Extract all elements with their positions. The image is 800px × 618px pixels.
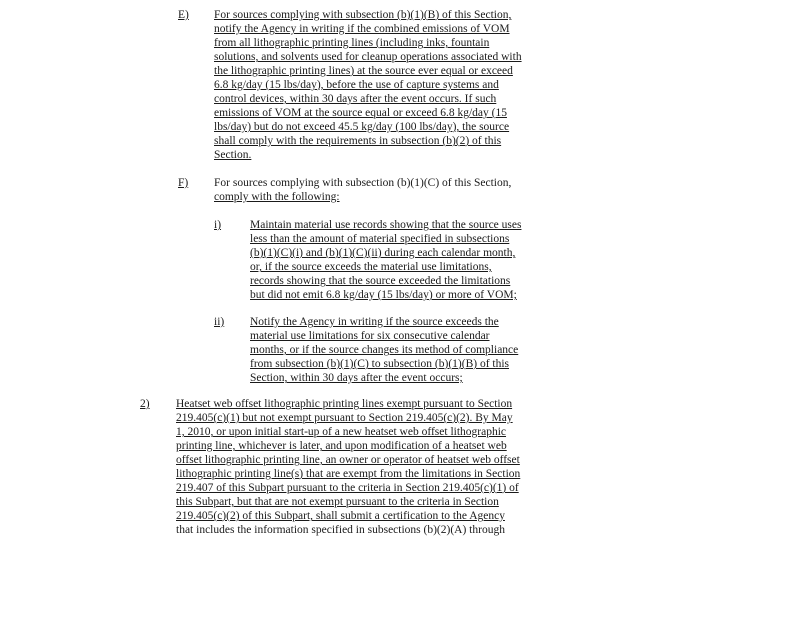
paragraph-e-line: control devices, within 30 days after the event occurs. If such (214, 93, 497, 105)
paragraph-e-line: notify the Agency in writing if the combined emissions of VOM (214, 23, 510, 35)
item-i-line: less than the amount of material specified in subsections (250, 233, 510, 245)
paragraph-2-line: offset lithographic printing line, an owner or operator of heatset web offset (176, 454, 520, 466)
item-ii-line: material use limitations for six consecutive calendar (250, 330, 490, 342)
paragraph-e-line: shall comply with the requirements in subsection (b)(2) of this (214, 135, 502, 147)
item-i-line: records showing that the source exceeded the limitations (250, 275, 511, 287)
paragraph-2-line: this Subpart, but that are not exempt pursuant to the criteria in Section (176, 496, 499, 508)
paragraph-f-label: F) (178, 177, 189, 189)
item-i-label: i) (214, 219, 222, 231)
paragraph-e-line: emissions of VOM at the source equal or exceed 6.8 kg/day (15 (214, 107, 507, 119)
item-ii-line: Section, within 30 days after the event occurs; (250, 372, 463, 384)
item-ii-line: from subsection (b)(1)(C) to subsection (b)(1)(B) of this (250, 358, 510, 370)
paragraph-2-label: 2) (140, 398, 150, 410)
item-i-line: or, if the source exceeds the material use limitations, (250, 261, 492, 273)
item-i-line: (b)(1)(C)(i) and (b)(1)(C)(ii) during each calendar month, (250, 247, 516, 259)
paragraph-2-line: 219.405(c)(1) but not exempt pursuant to Section 219.405(c)(2). By May (176, 412, 513, 424)
paragraph-e-line: lbs/day) but do not exceed 45.5 kg/day (100 lbs/day), the source (214, 121, 510, 133)
paragraph-e-line: solutions, and solvents used for cleanup operations associated with (214, 51, 522, 63)
paragraph-e-line: Section. (214, 149, 252, 161)
paragraph-e-line: from all lithographic printing lines (including inks, fountain (214, 37, 490, 49)
paragraph-e-line: For sources complying with subsection (b)(1)(B) of this Section, (214, 9, 512, 21)
item-ii-label: ii) (214, 316, 225, 328)
paragraph-2-line: Heatset web offset lithographic printing lines exempt pursuant to Section (176, 398, 513, 410)
item-i-line: but did not emit 6.8 kg/day (15 lbs/day) or more of VOM; (250, 289, 517, 301)
paragraph-e-line: the lithographic printing lines) at the source ever equal or exceed (214, 65, 513, 77)
paragraph-f-line: comply with the following: (214, 191, 340, 203)
item-i-line: Maintain material use records showing that the source uses (250, 219, 522, 231)
paragraph-2-line: lithographic printing line(s) that are exempt from the limitations in Section (176, 468, 521, 480)
paragraph-2-line: 1, 2010, or upon initial start-up of a new heatset web offset lithographic (176, 426, 507, 438)
item-ii-line: months, or if the source changes its method of compliance (250, 344, 519, 356)
paragraph-2-line: printing line, whichever is later, and upon modification of a heatset web (176, 440, 507, 452)
paragraph-2-line: 219.407 of this Subpart pursuant to the criteria in Section 219.405(c)(1) of (176, 482, 519, 494)
paragraph-2-line: that includes the information specified in subsections (b)(2)(A) through (176, 524, 505, 536)
paragraph-e-label: E) (178, 9, 189, 21)
paragraph-f-line: For sources complying with subsection (b)(1)(C) of this Section, (214, 177, 512, 189)
paragraph-e-line: 6.8 kg/day (15 lbs/day), before the use of capture systems and (214, 79, 499, 91)
paragraph-2-line: 219.405(c)(2) of this Subpart, shall submit a certification to the Agency (176, 510, 505, 522)
item-ii-line: Notify the Agency in writing if the source exceeds the (250, 316, 499, 328)
